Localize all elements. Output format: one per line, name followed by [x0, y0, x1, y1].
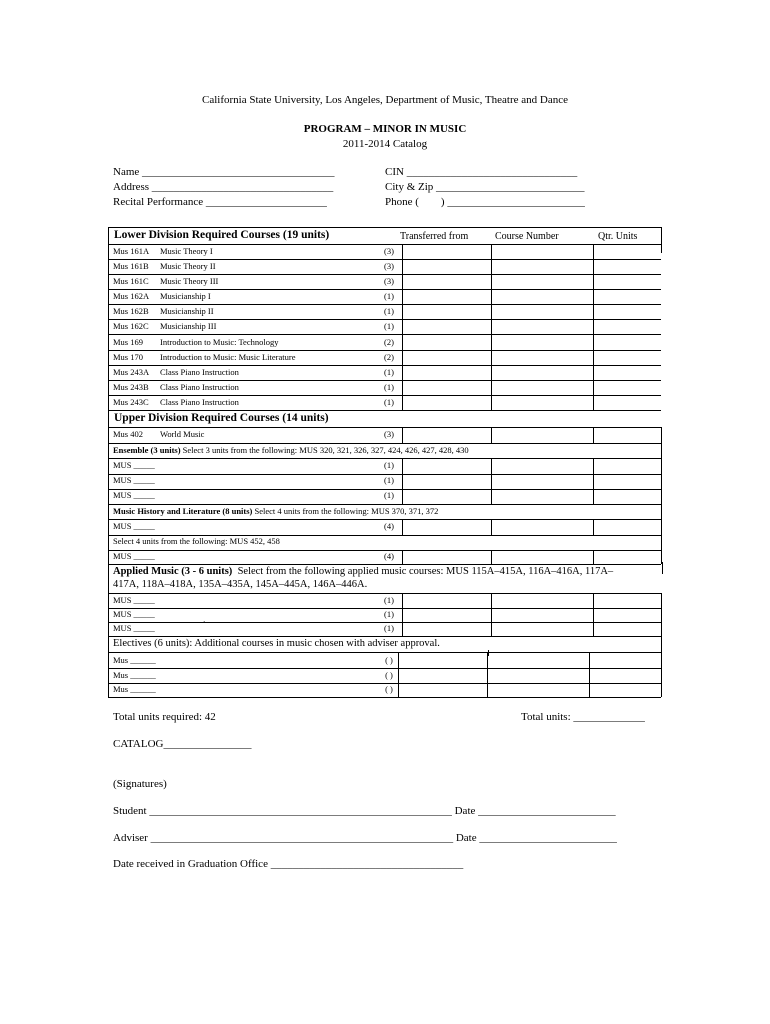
course-code: MUS _____ — [113, 475, 155, 485]
course-row — [110, 275, 660, 290]
course-title: Musicianship III — [160, 321, 217, 331]
course-units: (1) — [384, 291, 394, 301]
course-code: MUS _____ — [113, 623, 155, 633]
applied-label: Applied Music (3 - 6 units) — [113, 566, 233, 577]
total-units-required: Total units required: 42 — [113, 711, 216, 723]
course-number-header: Course Number — [495, 231, 559, 242]
course-code: Mus 162B — [113, 306, 149, 316]
address-field[interactable]: Address _________________________________ — [113, 181, 334, 193]
course-code: MUS _____ — [113, 521, 155, 531]
course-row — [110, 683, 660, 698]
ensemble-label: Ensemble (3 units) — [113, 445, 181, 455]
ensemble-instructions — [113, 445, 469, 455]
course-code: Mus 162A — [113, 291, 150, 301]
select-instructions: Select 4 units from the following: MUS 452, 458 — [113, 536, 280, 546]
course-title: World Music — [160, 429, 205, 439]
course-code: Mus 243B — [113, 382, 149, 392]
course-units: (1) — [384, 367, 394, 377]
transferred-from-header: Transferred from — [400, 231, 469, 242]
course-units: (1) — [384, 460, 394, 470]
course-code: Mus 243A — [113, 367, 150, 377]
student-signature-line[interactable]: Student _______________________________________________________ Date _________________________ — [113, 805, 616, 817]
course-title: Class Piano Instruction — [160, 367, 239, 377]
upper-division-title: Upper Division Required Courses (14 units) — [114, 412, 329, 424]
course-units: (4) — [384, 521, 394, 531]
course-title: Class Piano Instruction — [160, 382, 239, 392]
course-title: Musicianship II — [160, 306, 214, 316]
history-label: Music History and Literature (8 units) — [113, 506, 253, 516]
course-units: (2) — [384, 352, 394, 362]
course-code: Mus 161B — [113, 261, 149, 271]
course-units: (3) — [384, 429, 394, 439]
course-row — [110, 320, 660, 335]
course-code: Mus 161C — [113, 276, 149, 286]
course-row — [110, 608, 660, 623]
phone-field[interactable]: Phone ( ) _________________________ — [385, 196, 585, 208]
course-code: MUS _____ — [113, 551, 155, 561]
course-units: (1) — [384, 623, 394, 633]
course-row — [110, 459, 660, 474]
course-title: Introduction to Music: Music Literature — [160, 352, 296, 362]
course-code: MUS _____ — [113, 609, 155, 619]
program-title: PROGRAM – MINOR IN MUSIC — [303, 123, 467, 135]
course-units: (1) — [384, 321, 394, 331]
course-units: (1) — [384, 595, 394, 605]
electives-instructions: Electives (6 units): Additional courses in music chosen with adviser approval. — [113, 638, 440, 649]
city-zip-field[interactable]: City & Zip ___________________________ — [385, 181, 585, 193]
course-row — [110, 520, 660, 535]
course-units: (3) — [384, 276, 394, 286]
course-row — [110, 290, 660, 305]
course-units: (1) — [384, 490, 394, 500]
course-row — [110, 489, 660, 504]
applied-instructions — [113, 566, 613, 577]
course-row — [110, 381, 660, 396]
course-units: (1) — [384, 397, 394, 407]
course-title: Music Theory II — [160, 261, 216, 271]
name-field[interactable]: Name ___________________________________ — [113, 166, 335, 178]
applied-text-line1: Select from the following applied music courses: MUS 115A–415A, 116A–416A, 117A– — [232, 566, 614, 577]
course-units: ( ) — [385, 670, 393, 680]
course-row — [110, 396, 660, 411]
course-units: (2) — [384, 337, 394, 347]
course-code: Mus ______ — [113, 684, 156, 694]
course-units: (3) — [384, 261, 394, 271]
course-row — [110, 260, 660, 275]
course-row — [110, 474, 660, 489]
course-title: Music Theory III — [160, 276, 219, 286]
history-text: Select 4 units from the following: MUS 370, 371, 372 — [252, 506, 439, 516]
ensemble-text: Select 3 units from the following: MUS 320, 321, 326, 327, 424, 426, 427, 428, 430 — [180, 445, 469, 455]
cin-field[interactable]: CIN _______________________________ — [385, 166, 578, 178]
course-row — [110, 366, 660, 381]
course-code: Mus 402 — [113, 429, 143, 439]
course-code: Mus 162C — [113, 321, 149, 331]
course-row — [110, 669, 660, 684]
course-code: MUS _____ — [113, 460, 155, 470]
university-heading: California State University, Los Angeles, Department of Music, Theatre and Dance — [202, 94, 568, 106]
lower-division-title: Lower Division Required Courses (19 units) — [114, 229, 330, 241]
course-units: (1) — [384, 475, 394, 485]
recital-field[interactable]: Recital Performance ______________________ — [113, 196, 327, 208]
course-units: ( ) — [385, 684, 393, 694]
course-row — [110, 622, 660, 637]
signatures-label: (Signatures) — [113, 778, 167, 790]
total-units-field[interactable]: Total units: _____________ — [521, 711, 645, 723]
course-title: Musicianship I — [160, 291, 211, 301]
course-row — [110, 594, 660, 609]
course-row — [110, 245, 660, 260]
course-code: Mus 243C — [113, 397, 149, 407]
course-title: Music Theory I — [160, 246, 213, 256]
course-row — [110, 305, 660, 320]
stray-tick-mark: ` — [203, 619, 206, 629]
adviser-signature-line[interactable]: Adviser _______________________________________________________ Date _________________________ — [113, 832, 617, 844]
course-row — [110, 550, 660, 565]
course-units: ( ) — [385, 655, 393, 665]
course-code: Mus 161A — [113, 246, 150, 256]
course-code: MUS _____ — [113, 490, 155, 500]
course-units: (4) — [384, 551, 394, 561]
course-code: Mus 169 — [113, 337, 143, 347]
course-units: (1) — [384, 609, 394, 619]
catalog-field[interactable]: CATALOG________________ — [113, 738, 252, 750]
course-units: (1) — [384, 382, 394, 392]
applied-text-line2: 417A, 118A–418A, 135A–435A, 145A–445A, 146A–446A. — [113, 579, 368, 590]
course-code: Mus ______ — [113, 670, 156, 680]
qtr-units-header: Qtr. Units — [598, 231, 638, 242]
course-row — [110, 351, 660, 366]
history-instructions — [113, 506, 438, 516]
course-row — [110, 428, 660, 443]
graduation-office-date-line[interactable]: Date received in Graduation Office ___________________________________ — [113, 858, 464, 870]
course-row — [110, 336, 660, 351]
course-code: MUS _____ — [113, 595, 155, 605]
catalog-years: 2011-2014 Catalog — [342, 138, 428, 150]
course-units: (3) — [384, 246, 394, 256]
course-units: (1) — [384, 306, 394, 316]
course-code: Mus ______ — [113, 655, 156, 665]
course-title: Class Piano Instruction — [160, 397, 239, 407]
course-code: Mus 170 — [113, 352, 143, 362]
course-row — [110, 654, 660, 669]
course-title: Introduction to Music: Technology — [160, 337, 279, 347]
